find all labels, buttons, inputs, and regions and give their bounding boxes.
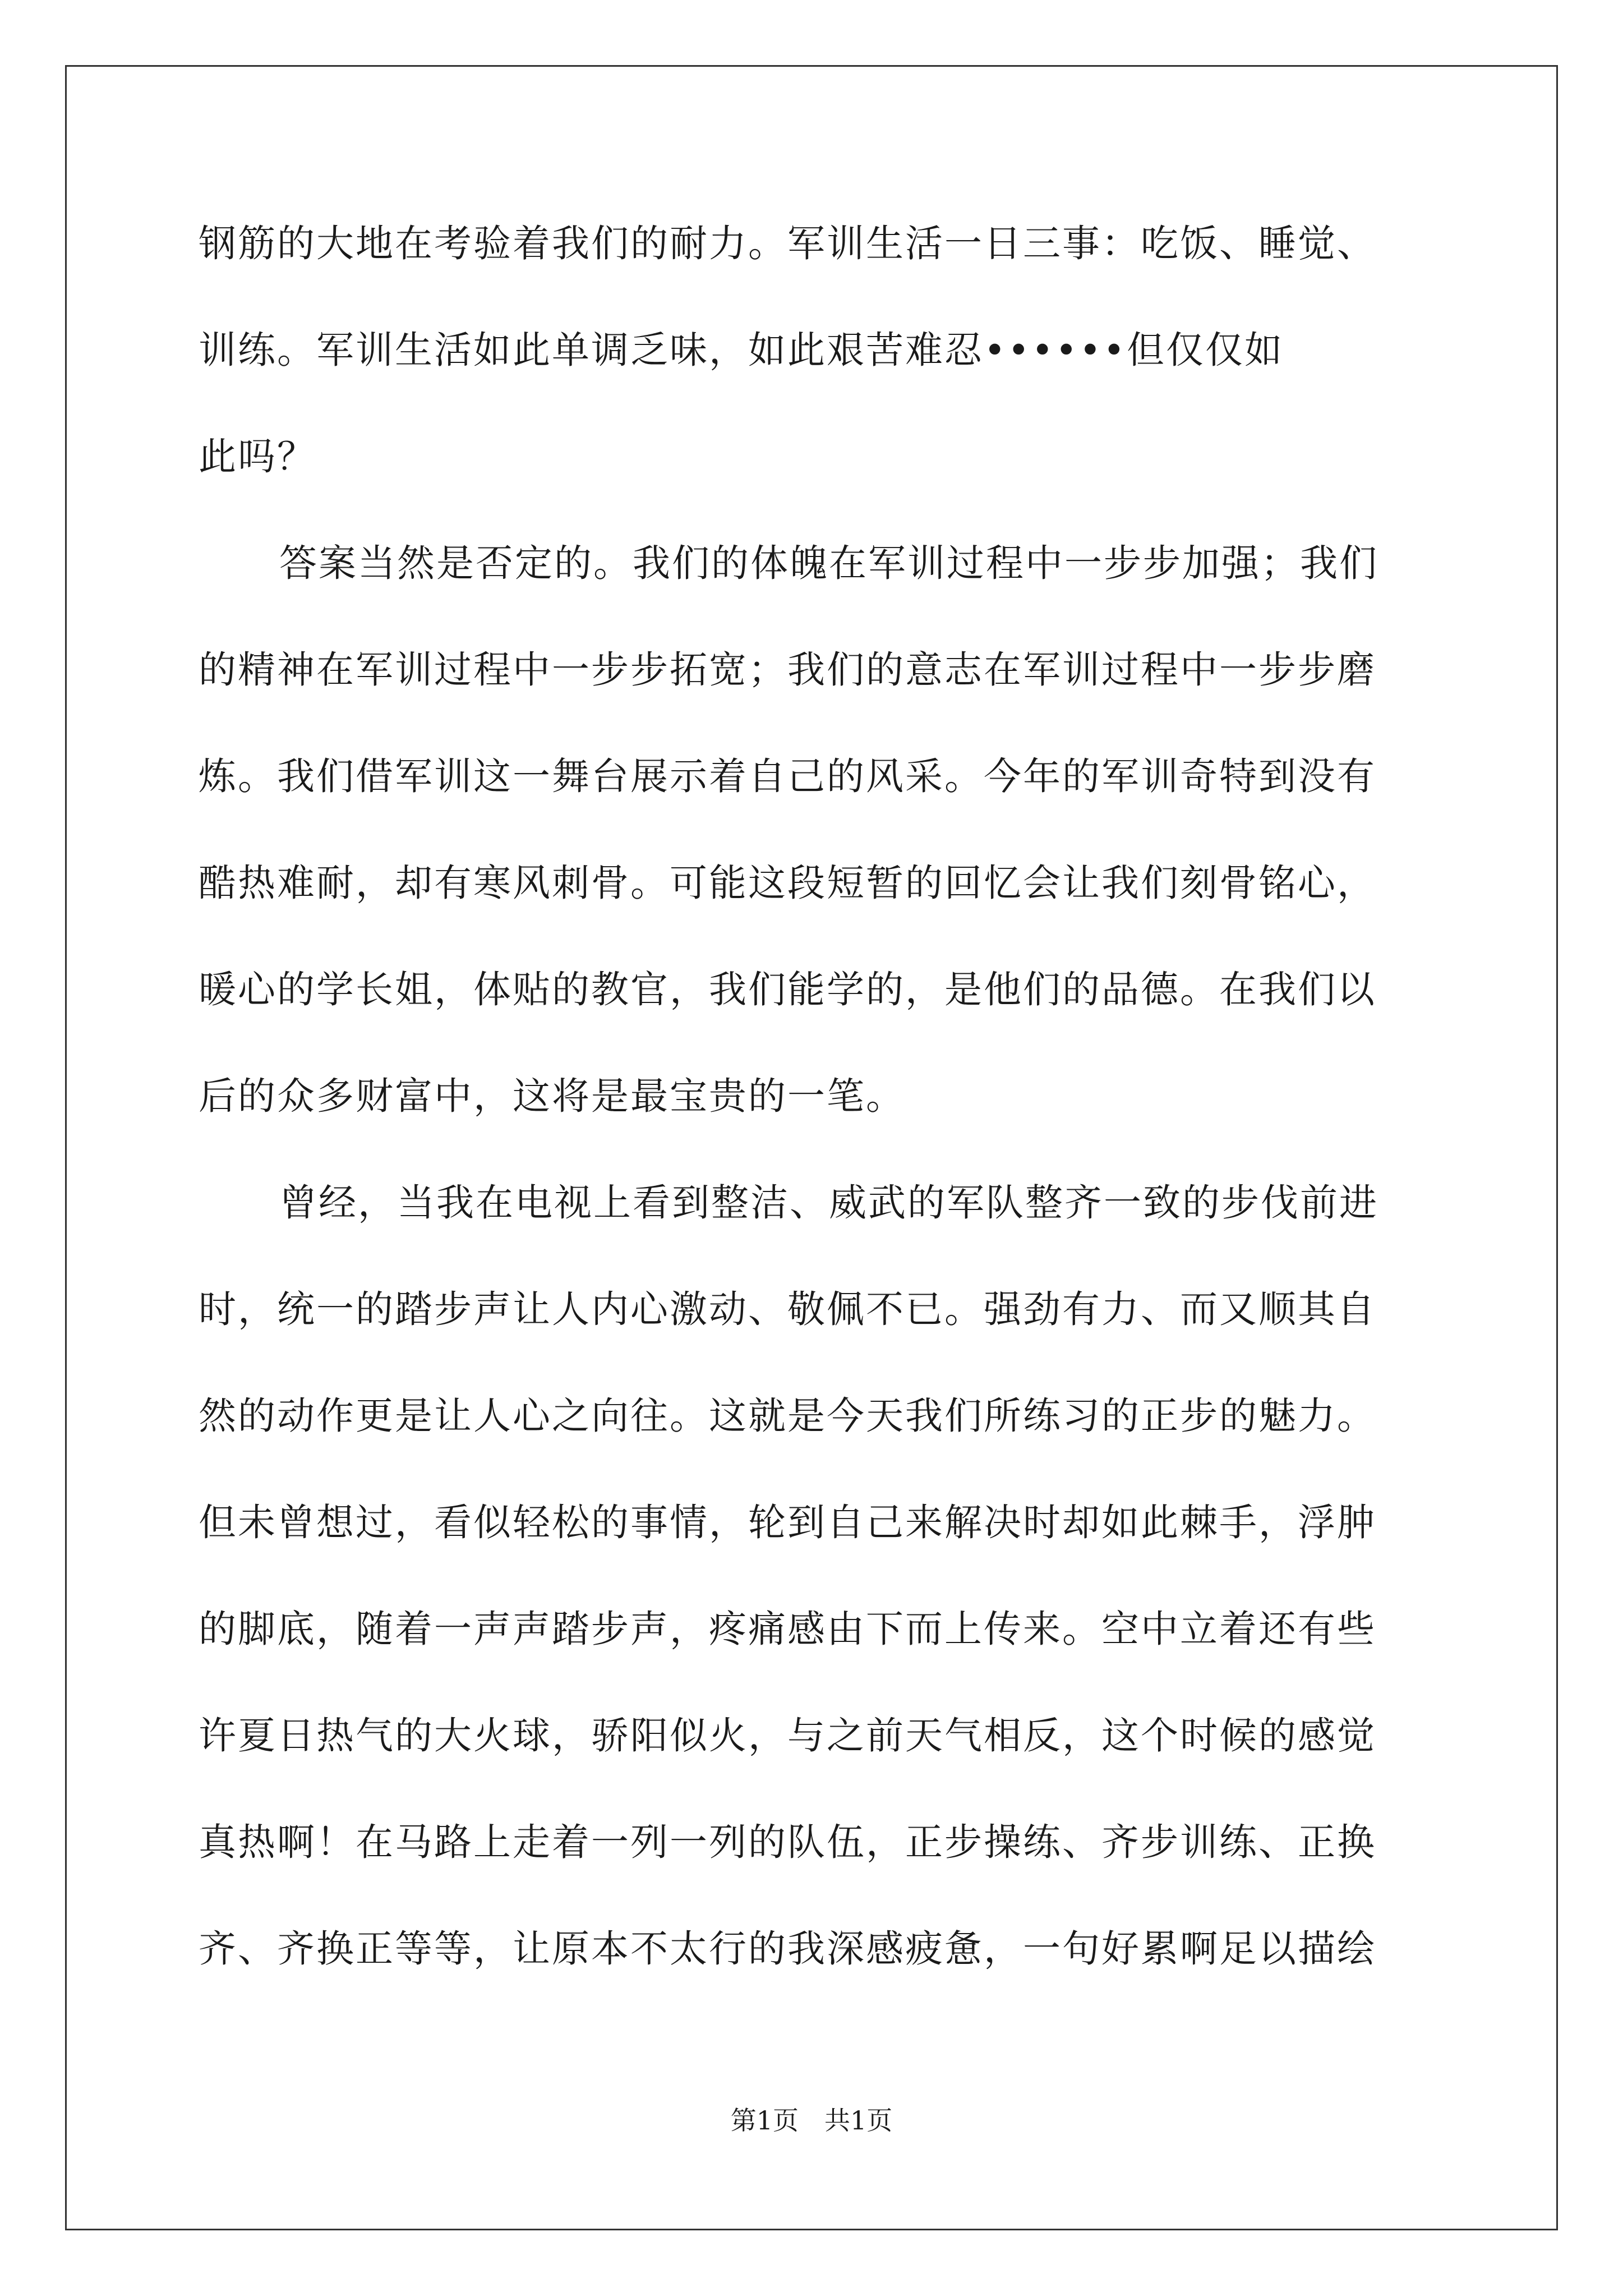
text-line-10: 曾经，当我在电视上看到整洁、威武的军队整齐一致的步伐前进: [279, 1181, 1378, 1225]
page-footer: 第1页 共1页: [730, 2105, 893, 2136]
text-line-3: 此吗？: [199, 435, 316, 478]
text-line-1: 钢筋的大地在考验着我们的耐力。军训生活一日三事：吃饭、睡觉、: [199, 222, 1376, 265]
text-line-14: 的脚底，随着一声声踏步声，疼痛感由下而上传来。空中立着还有些: [199, 1607, 1376, 1651]
text-line-6: 炼。我们借军训这一舞台展示着自己的风采。今年的军训奇特到没有: [199, 754, 1376, 798]
text-line-11: 时，统一的踏步声让人内心激动、敬佩不已。强劲有力、而又顺其自: [199, 1287, 1376, 1331]
text-line-15: 许夏日热气的大火球，骄阳似火，与之前天气相反，这个时候的感觉: [199, 1714, 1376, 1757]
text-line-2: 训练。军训生活如此单调乏味，如此艰苦难忍••••••但仅仅如: [199, 328, 1284, 372]
text-line-9: 后的众多财富中，这将是最宝贵的一笔。: [199, 1074, 905, 1118]
text-line-7: 酷热难耐，却有寒风刺骨。可能这段短暂的回忆会让我们刻骨铭心，: [199, 861, 1376, 905]
text-line-13: 但未曾想过，看似轻松的事情，轮到自己来解决时却如此棘手，浮肿: [199, 1501, 1376, 1544]
text-line-17: 齐、齐换正等等，让原本不太行的我深感疲惫，一句好累啊足以描绘: [199, 1927, 1376, 1971]
text-line-8: 暖心的学长姐，体贴的教官，我们能学的，是他们的品德。在我们以: [199, 968, 1376, 1011]
text-line-16: 真热啊！在马路上走着一列一列的队伍，正步操练、齐步训练、正换: [199, 1820, 1376, 1864]
text-line-12: 然的动作更是让人心之向往。这就是今天我们所练习的正步的魅力。: [199, 1394, 1376, 1438]
text-line-5: 的精神在军训过程中一步步拓宽；我们的意志在军训过程中一步步磨: [199, 648, 1376, 692]
text-line-4: 答案当然是否定的。我们的体魄在军训过程中一步步加强；我们: [279, 541, 1378, 585]
page-border: [65, 65, 1558, 2230]
